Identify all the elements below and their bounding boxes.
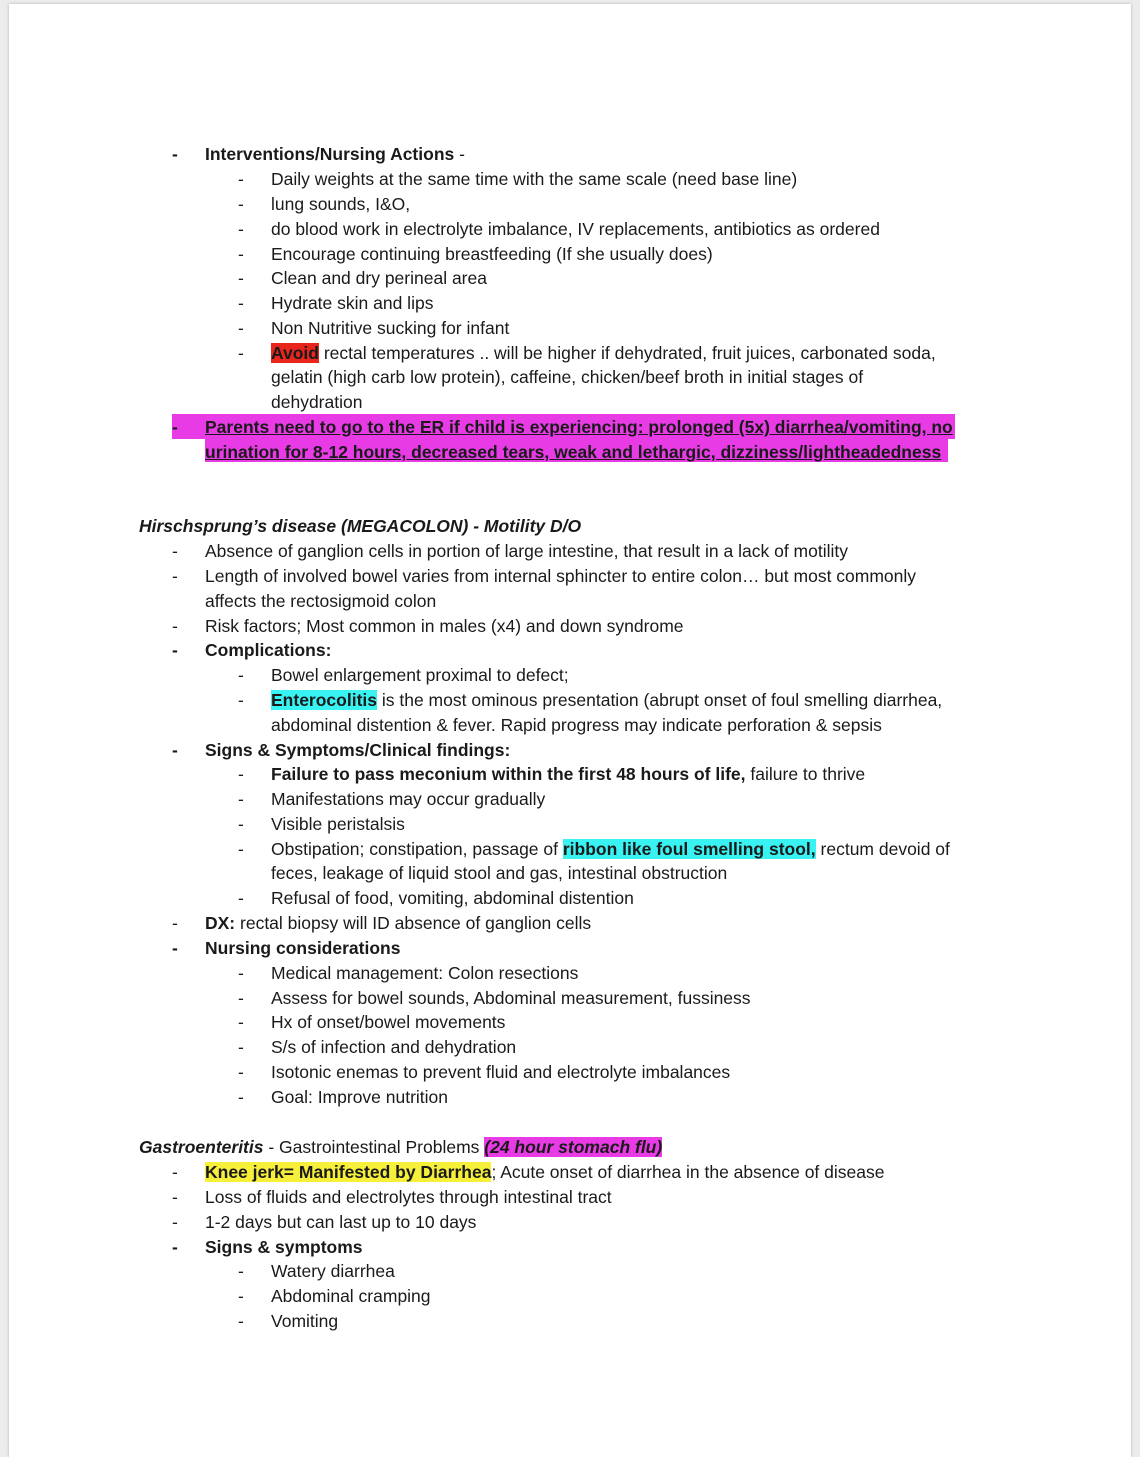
bullet: - bbox=[238, 1062, 244, 1082]
list-item-continued: affects the rectosigmoid colon bbox=[205, 591, 437, 611]
list-item: Risk factors; Most common in males (x4) and down syndrome bbox=[205, 616, 684, 636]
bullet: - bbox=[172, 541, 178, 561]
bullet: - bbox=[238, 293, 244, 313]
bullet: - bbox=[238, 169, 244, 189]
dx-text: rectal biopsy will ID absence of ganglion cells bbox=[235, 913, 592, 933]
complications-heading: Complications: bbox=[205, 640, 332, 660]
signs-heading: Signs & Symptoms/Clinical findings: bbox=[205, 740, 511, 760]
bullet: - bbox=[238, 888, 244, 908]
obstipation-pre: Obstipation; constipation, passage of bbox=[271, 839, 563, 859]
gastro-title-line bbox=[139, 1136, 662, 1158]
list-item: Clean and dry perineal area bbox=[271, 268, 487, 288]
list-item: lung sounds, I&O, bbox=[271, 194, 411, 214]
list-item: Non Nutritive sucking for infant bbox=[271, 318, 510, 338]
bullet: - bbox=[172, 1162, 178, 1182]
gastro-signs-heading: Signs & symptoms bbox=[205, 1237, 363, 1257]
list-item: S/s of infection and dehydration bbox=[271, 1037, 517, 1057]
bullet: - bbox=[238, 1012, 244, 1032]
nursing-heading: Nursing considerations bbox=[205, 938, 401, 958]
bullet: - bbox=[238, 1087, 244, 1107]
bullet: - bbox=[238, 343, 244, 363]
bullet: - bbox=[238, 690, 244, 710]
bullet: - bbox=[238, 1261, 244, 1281]
bullet: - bbox=[238, 244, 244, 264]
bullet: - bbox=[238, 318, 244, 338]
bullet: - bbox=[238, 814, 244, 834]
list-item: Hydrate skin and lips bbox=[271, 293, 434, 313]
list-item: Loss of fluids and electrolytes through intestinal tract bbox=[205, 1187, 612, 1207]
stomach-flu-highlight: (24 hour stomach flu) bbox=[484, 1137, 663, 1157]
bullet: - bbox=[238, 665, 244, 685]
gastro-title: Gastroenteritis bbox=[139, 1137, 264, 1157]
bullet: - bbox=[238, 963, 244, 983]
list-item: Daily weights at the same time with the same scale (need base line) bbox=[271, 169, 798, 189]
avoid-highlight: Avoid bbox=[271, 343, 319, 363]
list-item: Assess for bowel sounds, Abdominal measurement, fussiness bbox=[271, 988, 751, 1008]
list-item: Medical management: Colon resections bbox=[271, 963, 579, 983]
ribbon-stool-highlight: ribbon like foul smelling stool, bbox=[562, 839, 816, 859]
bullet: - bbox=[172, 144, 178, 164]
list-item: Isotonic enemas to prevent fluid and electrolyte imbalances bbox=[271, 1062, 731, 1082]
list-item: Refusal of food, vomiting, abdominal distention bbox=[271, 888, 634, 908]
obstipation-line bbox=[271, 838, 950, 860]
list-item: do blood work in electrolyte imbalance, IV replacements, antibiotics as ordered bbox=[271, 219, 880, 239]
obstipation-line-2: feces, leakage of liquid stool and gas, intestinal obstruction bbox=[271, 863, 728, 883]
bullet: - bbox=[172, 616, 178, 636]
list-item: Watery diarrhea bbox=[271, 1261, 395, 1281]
bullet: - bbox=[172, 1212, 178, 1232]
er-warning-line-1: Parents need to go to the ER if child is experiencing: prolonged (5x) diarrhea/vomiting, no bbox=[205, 417, 953, 437]
list-item: Visible peristalsis bbox=[271, 814, 405, 834]
bullet: - bbox=[238, 789, 244, 809]
avoid-line-3: dehydration bbox=[271, 392, 363, 412]
bullet: - bbox=[238, 988, 244, 1008]
bullet: - bbox=[172, 740, 178, 760]
dx-line bbox=[205, 912, 591, 934]
bullet: - bbox=[172, 417, 178, 437]
bullet: - bbox=[238, 194, 244, 214]
list-item: Encourage continuing breastfeeding (If she usually does) bbox=[271, 244, 713, 264]
obstipation-post: rectum devoid of bbox=[815, 839, 950, 859]
gastro-title-rest: - Gastrointestinal Problems bbox=[263, 1137, 485, 1157]
bullet: - bbox=[238, 764, 244, 784]
bullet: - bbox=[172, 1187, 178, 1207]
bullet: - bbox=[238, 839, 244, 859]
meconium-line bbox=[271, 763, 865, 785]
bullet: - bbox=[172, 938, 178, 958]
avoid-text: rectal temperatures .. will be higher if dehydrated, fruit juices, carbonated soda, bbox=[318, 343, 936, 363]
list-item: Bowel enlargement proximal to defect; bbox=[271, 665, 569, 685]
bullet: - bbox=[238, 1286, 244, 1306]
list-item: Absence of ganglion cells in portion of large intestine, that result in a lack of motility bbox=[205, 541, 848, 561]
bullet: - bbox=[238, 219, 244, 239]
bullet: - bbox=[238, 1037, 244, 1057]
bullet: - bbox=[172, 566, 178, 586]
list-item: 1-2 days but can last up to 10 days bbox=[205, 1212, 477, 1232]
enterocolitis-text: is the most ominous presentation (abrupt onset of foul smelling diarrhea, bbox=[377, 690, 943, 710]
list-item: Abdominal cramping bbox=[271, 1286, 431, 1306]
dx-label: DX: bbox=[205, 913, 236, 933]
enterocolitis-line-2: abdominal distention & fever. Rapid progress may indicate perforation & sepsis bbox=[271, 715, 882, 735]
bullet: - bbox=[172, 640, 178, 660]
bullet: - bbox=[238, 1311, 244, 1331]
interventions-heading: Interventions/Nursing Actions bbox=[205, 144, 455, 164]
bullet: - bbox=[172, 913, 178, 933]
bullet: - bbox=[172, 1237, 178, 1257]
interventions-heading-suffix: - bbox=[454, 144, 465, 164]
bullet: - bbox=[238, 268, 244, 288]
er-warning-line-2: urination for 8-12 hours, decreased tears, weak and lethargic, dizziness/lightheadedness bbox=[205, 442, 942, 462]
list-item: Vomiting bbox=[271, 1311, 339, 1331]
hirschsprung-title: Hirschsprung’s disease (MEGACOLON) - Motility D/O bbox=[139, 516, 582, 536]
meconium-rest: failure to thrive bbox=[745, 764, 866, 784]
knee-jerk-highlight: Knee jerk= Manifested by Diarrhea bbox=[205, 1162, 492, 1182]
document-page bbox=[9, 4, 1131, 1457]
list-item: Length of involved bowel varies from internal sphincter to entire colon… but most commonly bbox=[205, 566, 917, 586]
list-item: Manifestations may occur gradually bbox=[271, 789, 546, 809]
interventions-heading-line bbox=[205, 143, 465, 165]
list-item: Goal: Improve nutrition bbox=[271, 1087, 449, 1107]
avoid-line-2: gelatin (high carb low protein), caffeine, chicken/beef broth in initial stages of bbox=[271, 367, 864, 387]
list-item: Hx of onset/bowel movements bbox=[271, 1012, 506, 1032]
knee-jerk-line bbox=[205, 1161, 884, 1183]
knee-jerk-rest: ; Acute onset of diarrhea in the absence of disease bbox=[491, 1162, 885, 1182]
enterocolitis-line bbox=[271, 689, 942, 711]
enterocolitis-highlight: Enterocolitis bbox=[271, 690, 377, 710]
avoid-line bbox=[271, 342, 936, 364]
meconium-bold: Failure to pass meconium within the first 48 hours of life, bbox=[271, 764, 746, 784]
